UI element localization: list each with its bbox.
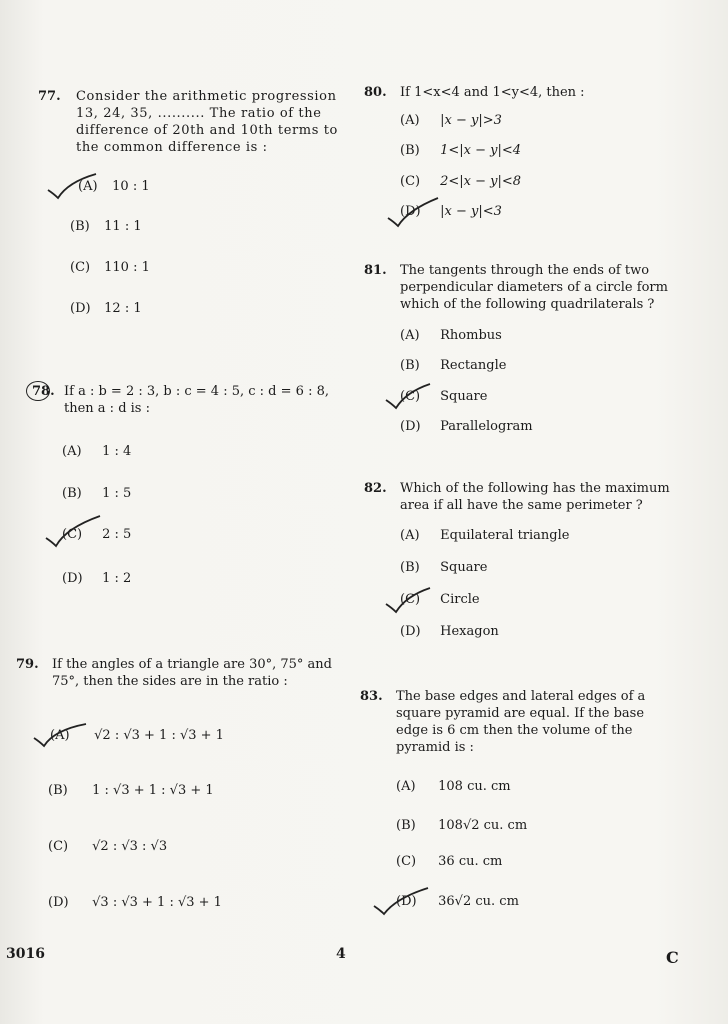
option-83-c [396,853,502,870]
tick-mark-icon [32,720,92,748]
tick-mark-icon [384,382,434,410]
option-text: √2 : √3 : √3 [92,839,168,854]
tick-mark-icon [44,514,104,548]
tick-mark-icon [372,886,432,916]
option-label: (C) [396,854,417,869]
option-label: (D) [62,571,83,586]
question-number: 81. [364,263,387,278]
option-label: (D) [70,301,91,316]
option-label: (B) [400,358,420,373]
option-83-a [396,778,511,795]
booklet-code: 3016 [6,946,45,962]
option-text: Hexagon [440,624,499,639]
question-text: If a : b = 2 : 3, b : c = 4 : 5, c : d = 6 : 8, then a : d is : [64,384,329,416]
option-text: Rhombus [440,328,502,343]
tick-mark-icon [386,196,446,228]
option-77-b [70,218,142,235]
option-text: 36 cu. cm [438,854,503,869]
option-text: Square [440,389,488,404]
option-79-d [48,894,222,911]
option-text: Circle [440,592,480,607]
option-text: |x − y|>3 [440,113,502,128]
option-text: Equilateral triangle [440,528,570,543]
option-label: (A) [400,528,420,543]
option-78-a [62,443,131,460]
option-text: Rectangle [440,358,507,373]
option-81-a [400,327,502,344]
question-number: 77. [38,89,61,104]
option-80-c [400,173,521,190]
option-label: (B) [396,818,416,833]
option-label: (D) [48,895,69,910]
page-number: 4 [336,946,346,962]
option-label: (D) [400,624,421,639]
option-label: (B) [400,560,420,575]
question-text: Which of the following has the maximum area if all have the same perimeter ? [400,481,670,513]
question-text: If the angles of a triangle are 30°, 75° and 75°, then the sides are in the ratio : [52,657,332,689]
option-text: 2<|x − y|<8 [440,174,522,189]
option-82-a [400,527,569,544]
option-81-b [400,357,506,374]
option-83-b [396,817,527,834]
option-78-d [62,570,131,587]
option-label: (A) [62,444,82,459]
question-text: Consider the arithmetic progression 13, 24, 35, .......... The ratio of the difference of 20th and 10th terms to the common difference is : [76,89,338,155]
option-label: (C) [70,260,91,275]
option-77-d [70,300,142,317]
option-text: 10 : 1 [112,179,150,194]
series-letter: C [666,948,679,967]
option-label: (B) [62,486,82,501]
option-79-b [48,782,214,799]
option-label: (B) [400,143,420,158]
option-label: (B) [48,783,68,798]
option-80-b [400,142,521,159]
option-label: (A) [400,113,420,128]
tick-mark-icon [46,170,106,200]
question-number: 80. [364,85,387,100]
option-text: 36√2 cu. cm [438,894,519,909]
option-text: 110 : 1 [104,260,150,275]
option-label: (D) [400,419,421,434]
question-number: 82. [364,481,387,496]
option-label: (C) [400,174,421,189]
option-label: (D) [396,894,417,909]
option-80-a [400,112,502,129]
option-text: 1 : 2 [102,571,132,586]
option-78-b [62,485,131,502]
option-text: 108√2 cu. cm [438,818,528,833]
option-81-d [400,418,533,435]
question-text: The tangents through the ends of two perpendicular diameters of a circle form which of the following quadrilaterals ? [400,263,668,312]
option-text: 11 : 1 [104,219,142,234]
question-number: 78. [32,384,55,399]
option-text: 108 cu. cm [438,779,511,794]
option-label: (C) [62,527,83,542]
question-text: The base edges and lateral edges of a square pyramid are equal. If the base edge is 6 cm then the volume of the pyramid is : [396,689,646,755]
option-82-d [400,623,499,640]
option-label: (C) [400,389,421,404]
option-text: 2 : 5 [102,527,132,542]
tick-mark-icon [384,586,434,614]
option-text: 1 : 4 [102,444,132,459]
option-label: (A) [396,779,416,794]
option-text: Square [440,560,488,575]
option-77-c [70,259,150,276]
option-label: (A) [400,328,420,343]
question-number: 79. [16,657,39,672]
option-label: (C) [400,592,421,607]
option-text: 12 : 1 [104,301,142,316]
option-text: √3 : √3 + 1 : √3 + 1 [92,895,222,910]
option-label: (A) [78,179,98,194]
option-text: 1 : √3 + 1 : √3 + 1 [92,783,214,798]
option-label: (B) [70,219,90,234]
option-82-b [400,559,487,576]
option-label: (A) [50,728,70,743]
option-label: (D) [400,204,421,219]
option-label: (C) [48,839,69,854]
option-text: 1<|x − y|<4 [440,143,522,158]
option-text: √2 : √3 + 1 : √3 + 1 [94,728,224,743]
option-text: |x − y|<3 [440,204,502,219]
option-text: 1 : 5 [102,486,132,501]
question-number: 83. [360,689,383,704]
option-text: Parallelogram [440,419,533,434]
question-text: If 1<x<4 and 1<y<4, then : [400,85,585,100]
option-79-c [48,838,167,855]
